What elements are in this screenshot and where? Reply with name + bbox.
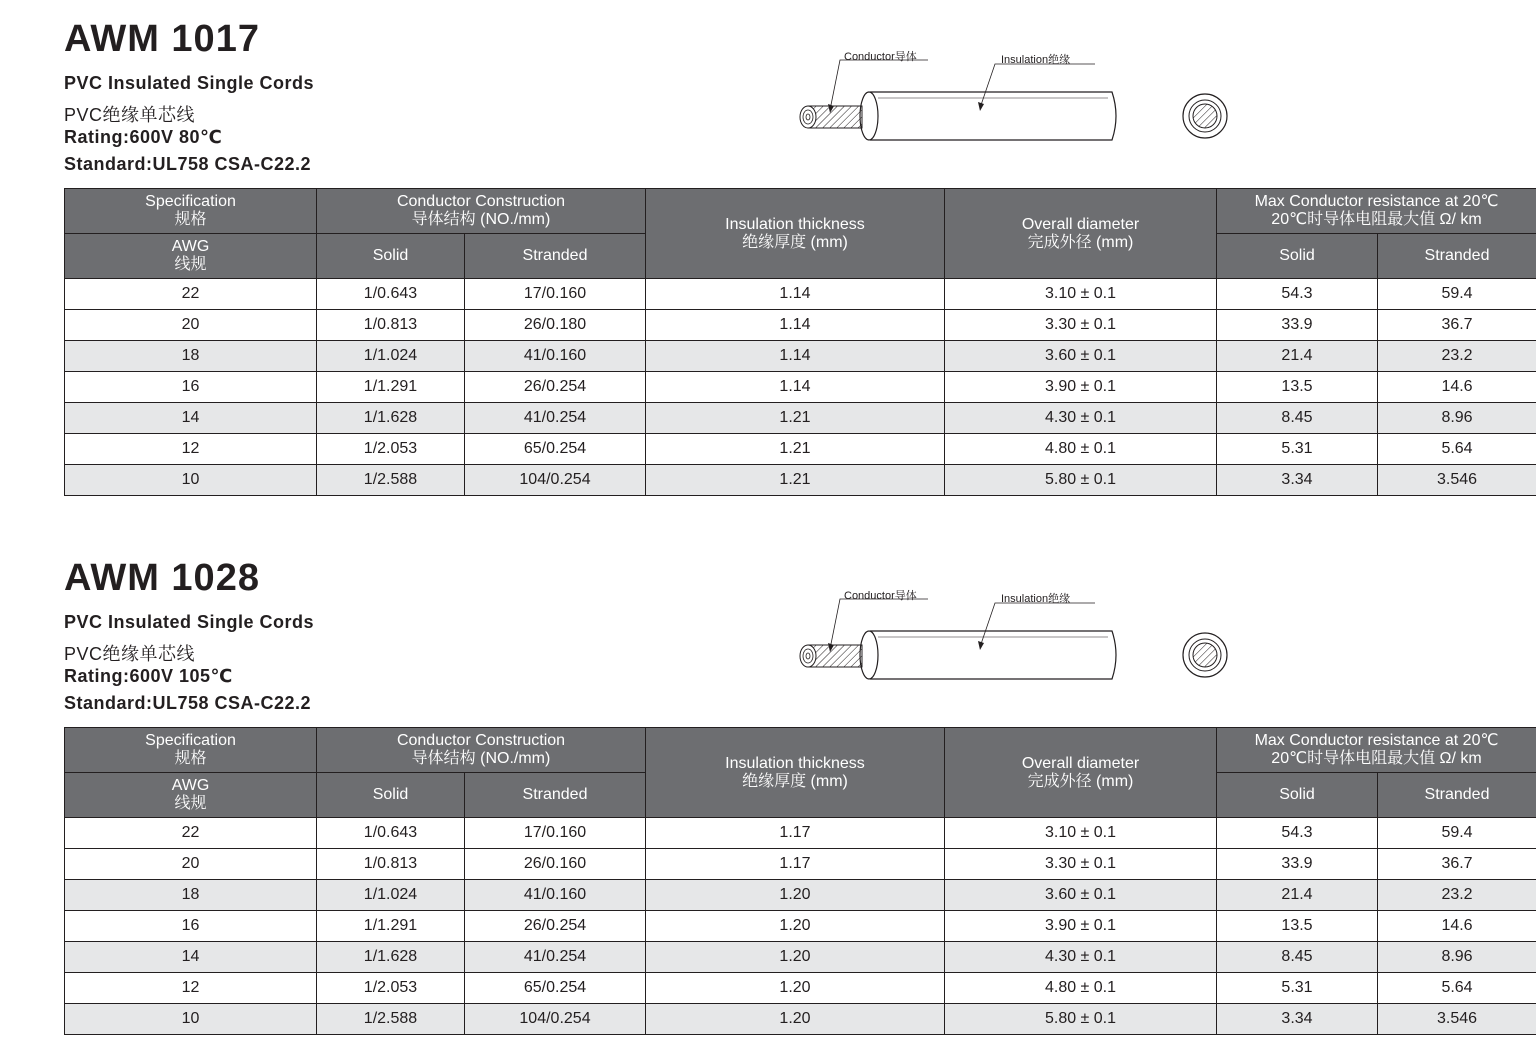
resistance-stranded-cell: 5.64	[1378, 973, 1536, 1004]
conductor-stranded-cell: 26/0.254	[465, 911, 646, 942]
insulation-thickness-cell: 1.20	[646, 942, 945, 973]
table-row	[65, 341, 1536, 372]
cable-side-view-icon	[800, 599, 1116, 679]
conductor-stranded-cell: 41/0.160	[465, 341, 646, 372]
conductor-stranded-cell: 26/0.254	[465, 372, 646, 403]
insulation-thickness-cell: 1.20	[646, 911, 945, 942]
insulation-thickness-cell: 1.20	[646, 880, 945, 911]
header-max-resistance: Max Conductor resistance at 20℃ 20℃时导体电阻最大值 Ω/ km	[1217, 728, 1536, 773]
conductor-solid-cell: 1/1.628	[317, 942, 465, 973]
conductor-stranded-cell: 65/0.254	[465, 434, 646, 465]
awg-cell: 22	[65, 279, 317, 310]
conductor-stranded-cell: 65/0.254	[465, 973, 646, 1004]
header-specification: Specification 规格	[65, 728, 317, 773]
resistance-solid-cell: 54.3	[1217, 818, 1378, 849]
spec-table	[64, 188, 1536, 496]
conductor-solid-cell: 1/1.024	[317, 880, 465, 911]
awg-cell: 20	[65, 310, 317, 341]
overall-diameter-cell: 3.10 ± 0.1	[945, 818, 1217, 849]
cable-diagram	[790, 579, 1240, 689]
product-standard: Standard:UL758 CSA-C22.2	[64, 154, 312, 174]
header-awg: AWG 线规	[65, 234, 317, 279]
conductor-stranded-cell: 41/0.254	[465, 942, 646, 973]
overall-diameter-cell: 5.80 ± 0.1	[945, 1004, 1217, 1035]
product-subtitle: PVC Insulated Single Cords	[64, 73, 315, 93]
awg-cell: 10	[65, 465, 317, 496]
product-rating: Rating:600V 105℃	[64, 666, 233, 686]
product-subtitle-cn: PVC绝缘单芯线	[64, 644, 196, 664]
awg-cell: 12	[65, 973, 317, 1004]
insulation-label: Insulation绝缘	[1001, 54, 1071, 66]
header-conductor-construction: Conductor Construction 导体结构 (NO./mm)	[317, 189, 646, 234]
conductor-stranded-cell: 17/0.160	[465, 279, 646, 310]
resistance-solid-cell: 33.9	[1217, 310, 1378, 341]
overall-diameter-cell: 4.80 ± 0.1	[945, 434, 1217, 465]
overall-diameter-cell: 3.30 ± 0.1	[945, 310, 1217, 341]
table-row	[65, 911, 1536, 942]
header-insulation-thickness: Insulation thickness 绝缘厚度 (mm)	[646, 189, 945, 279]
resistance-stranded-cell: 8.96	[1378, 942, 1536, 973]
awg-cell: 10	[65, 1004, 317, 1035]
resistance-solid-cell: 3.34	[1217, 465, 1378, 496]
resistance-solid-cell: 8.45	[1217, 942, 1378, 973]
awg-cell: 16	[65, 911, 317, 942]
resistance-stranded-cell: 8.96	[1378, 403, 1536, 434]
product-title: AWM 1028	[64, 557, 260, 599]
resistance-stranded-cell: 23.2	[1378, 341, 1536, 372]
header-conductor-solid: Solid	[317, 773, 465, 818]
resistance-stranded-cell: 14.6	[1378, 911, 1536, 942]
conductor-solid-cell: 1/0.643	[317, 818, 465, 849]
header-overall-diameter: Overall diameter 完成外径 (mm)	[945, 189, 1217, 279]
product-title: AWM 1017	[64, 18, 260, 60]
awg-cell: 14	[65, 403, 317, 434]
header-resistance-solid: Solid	[1217, 234, 1378, 279]
resistance-solid-cell: 13.5	[1217, 911, 1378, 942]
awg-cell: 14	[65, 942, 317, 973]
product-rating: Rating:600V 80℃	[64, 127, 223, 147]
resistance-solid-cell: 21.4	[1217, 341, 1378, 372]
header-resistance-stranded: Stranded	[1378, 773, 1536, 818]
product-subtitle: PVC Insulated Single Cords	[64, 612, 315, 632]
table-row	[65, 279, 1536, 310]
conductor-stranded-cell: 26/0.160	[465, 849, 646, 880]
resistance-stranded-cell: 3.546	[1378, 1004, 1536, 1035]
resistance-solid-cell: 54.3	[1217, 279, 1378, 310]
resistance-stranded-cell: 59.4	[1378, 818, 1536, 849]
overall-diameter-cell: 4.30 ± 0.1	[945, 942, 1217, 973]
spec-table-body	[65, 818, 1536, 1035]
conductor-solid-cell: 1/1.628	[317, 403, 465, 434]
header-resistance-solid: Solid	[1217, 773, 1378, 818]
resistance-stranded-cell: 14.6	[1378, 372, 1536, 403]
table-row	[65, 818, 1536, 849]
resistance-solid-cell: 21.4	[1217, 880, 1378, 911]
conductor-stranded-cell: 41/0.160	[465, 880, 646, 911]
resistance-solid-cell: 13.5	[1217, 372, 1378, 403]
resistance-stranded-cell: 36.7	[1378, 310, 1536, 341]
cable-side-view-icon	[800, 60, 1116, 140]
header-overall-diameter: Overall diameter 完成外径 (mm)	[945, 728, 1217, 818]
cable-cross-section-icon	[1183, 94, 1227, 138]
header-specification: Specification 规格	[65, 189, 317, 234]
awg-cell: 18	[65, 880, 317, 911]
table-row	[65, 1004, 1536, 1035]
header-conductor-stranded: Stranded	[465, 773, 646, 818]
resistance-solid-cell: 5.31	[1217, 434, 1378, 465]
cable-diagram	[790, 40, 1240, 150]
resistance-stranded-cell: 59.4	[1378, 279, 1536, 310]
table-row	[65, 403, 1536, 434]
conductor-solid-cell: 1/1.291	[317, 911, 465, 942]
resistance-stranded-cell: 36.7	[1378, 849, 1536, 880]
insulation-thickness-cell: 1.17	[646, 849, 945, 880]
header-resistance-stranded: Stranded	[1378, 234, 1536, 279]
awg-cell: 20	[65, 849, 317, 880]
table-row	[65, 310, 1536, 341]
resistance-stranded-cell: 23.2	[1378, 880, 1536, 911]
overall-diameter-cell: 3.90 ± 0.1	[945, 911, 1217, 942]
conductor-solid-cell: 1/1.024	[317, 341, 465, 372]
resistance-stranded-cell: 3.546	[1378, 465, 1536, 496]
insulation-label: Insulation绝缘	[1001, 593, 1071, 605]
awg-cell: 18	[65, 341, 317, 372]
overall-diameter-cell: 3.60 ± 0.1	[945, 880, 1217, 911]
conductor-label: Conductor导体	[844, 590, 917, 602]
header-insulation-thickness: Insulation thickness 绝缘厚度 (mm)	[646, 728, 945, 818]
resistance-solid-cell: 8.45	[1217, 403, 1378, 434]
insulation-thickness-cell: 1.21	[646, 465, 945, 496]
spec-table	[64, 727, 1536, 1035]
table-row	[65, 942, 1536, 973]
insulation-thickness-cell: 1.20	[646, 1004, 945, 1035]
insulation-thickness-cell: 1.14	[646, 279, 945, 310]
conductor-solid-cell: 1/2.053	[317, 434, 465, 465]
awg-cell: 12	[65, 434, 317, 465]
conductor-solid-cell: 1/0.813	[317, 849, 465, 880]
insulation-thickness-cell: 1.14	[646, 372, 945, 403]
conductor-stranded-cell: 41/0.254	[465, 403, 646, 434]
insulation-thickness-cell: 1.14	[646, 341, 945, 372]
overall-diameter-cell: 3.60 ± 0.1	[945, 341, 1217, 372]
header-conductor-stranded: Stranded	[465, 234, 646, 279]
conductor-stranded-cell: 104/0.254	[465, 1004, 646, 1035]
conductor-label: Conductor导体	[844, 51, 917, 63]
conductor-stranded-cell: 104/0.254	[465, 465, 646, 496]
insulation-thickness-cell: 1.21	[646, 434, 945, 465]
header-awg: AWG 线规	[65, 773, 317, 818]
overall-diameter-cell: 4.30 ± 0.1	[945, 403, 1217, 434]
overall-diameter-cell: 4.80 ± 0.1	[945, 973, 1217, 1004]
conductor-solid-cell: 1/0.813	[317, 310, 465, 341]
header-conductor-construction: Conductor Construction 导体结构 (NO./mm)	[317, 728, 646, 773]
conductor-solid-cell: 1/2.053	[317, 973, 465, 1004]
table-row	[65, 465, 1536, 496]
table-row	[65, 973, 1536, 1004]
table-row	[65, 849, 1536, 880]
product-standard: Standard:UL758 CSA-C22.2	[64, 693, 312, 713]
overall-diameter-cell: 5.80 ± 0.1	[945, 465, 1217, 496]
conductor-solid-cell: 1/1.291	[317, 372, 465, 403]
insulation-thickness-cell: 1.21	[646, 403, 945, 434]
awg-cell: 16	[65, 372, 317, 403]
table-row	[65, 880, 1536, 911]
conductor-solid-cell: 1/2.588	[317, 465, 465, 496]
overall-diameter-cell: 3.10 ± 0.1	[945, 279, 1217, 310]
cable-cross-section-icon	[1183, 633, 1227, 677]
resistance-solid-cell: 3.34	[1217, 1004, 1378, 1035]
awg-cell: 22	[65, 818, 317, 849]
insulation-thickness-cell: 1.17	[646, 818, 945, 849]
conductor-solid-cell: 1/2.588	[317, 1004, 465, 1035]
product-subtitle-cn: PVC绝缘单芯线	[64, 105, 196, 125]
table-row	[65, 434, 1536, 465]
resistance-stranded-cell: 5.64	[1378, 434, 1536, 465]
resistance-solid-cell: 5.31	[1217, 973, 1378, 1004]
table-row	[65, 372, 1536, 403]
insulation-thickness-cell: 1.14	[646, 310, 945, 341]
conductor-stranded-cell: 26/0.180	[465, 310, 646, 341]
resistance-solid-cell: 33.9	[1217, 849, 1378, 880]
header-conductor-solid: Solid	[317, 234, 465, 279]
spec-table-body	[65, 279, 1536, 496]
insulation-thickness-cell: 1.20	[646, 973, 945, 1004]
conductor-stranded-cell: 17/0.160	[465, 818, 646, 849]
overall-diameter-cell: 3.90 ± 0.1	[945, 372, 1217, 403]
header-max-resistance: Max Conductor resistance at 20℃ 20℃时导体电阻最大值 Ω/ km	[1217, 189, 1536, 234]
conductor-solid-cell: 1/0.643	[317, 279, 465, 310]
overall-diameter-cell: 3.30 ± 0.1	[945, 849, 1217, 880]
